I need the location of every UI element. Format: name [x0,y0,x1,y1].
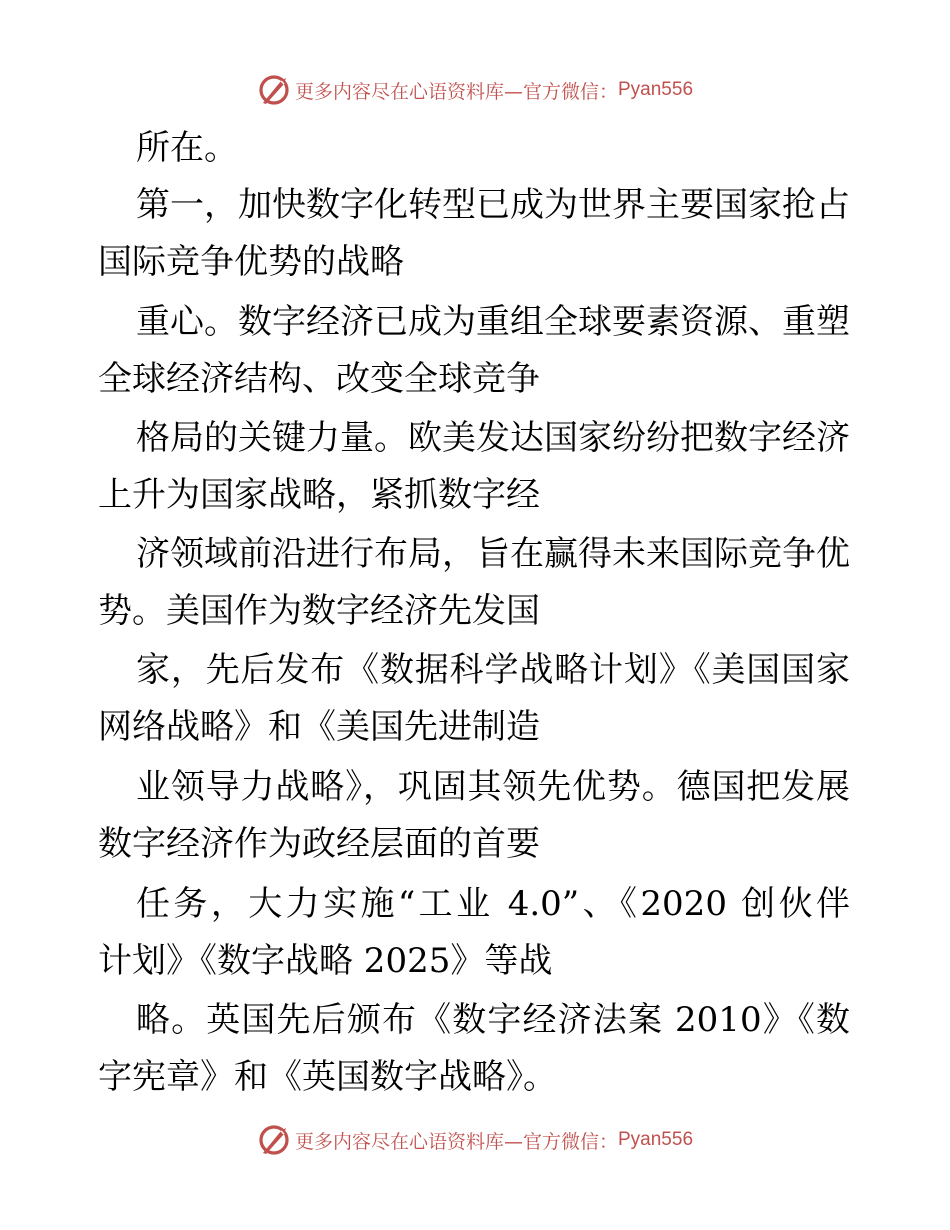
text-line: 计划》《数字战略 2025》等战 [98,941,553,981]
text-line: 重心。数字经济已成为重组全球要素资源、重塑 [136,302,850,342]
text-line: 家，先后发布《数据科学战略计划》《美国国家 [136,650,850,690]
banner-separator: —官方微信： [503,1130,618,1153]
text-line: 任务，大力实施“工业 4.0”、《2020 创伙伴 [136,884,850,924]
text-line: 格局的关键力量。欧美发达国家纷纷把数字经济 [136,418,850,458]
banner-account-id: Pyan556 [618,1129,694,1150]
footer-banner [0,1120,950,1160]
text-line: 数字经济作为政经层面的首要 [98,824,540,864]
text-line: 业领导力战略》，巩固其领先优势。德国把发展 [136,767,850,807]
text-line: 全球经济结构、改变全球竞争 [98,359,540,399]
text-line: 所在。 [136,128,238,168]
text-line: 第一，加快数字化转型已成为世界主要国家抢占 [136,185,850,225]
banner-site-name: 更多内容尽在心语资料库 [294,80,504,103]
banner-separator: —官方微信： [503,80,618,103]
header-banner [0,70,950,110]
banner-account-id: Pyan556 [618,79,694,100]
text-line: 济领域前沿进行布局，旨在赢得未来国际竞争优 [136,534,850,574]
text-line: 势。美国作为数字经济先发国 [98,591,540,631]
text-line: 国际竞争优势的战略 [98,242,404,282]
text-line: 略。英国先后颁布《数字经济法案 2010》《数 [136,1000,850,1040]
quill-pen-logo-icon [257,73,291,107]
quill-pen-logo-icon [257,1123,291,1157]
banner-site-name: 更多内容尽在心语资料库 [294,1130,504,1153]
text-line: 上升为国家战略，紧抓数字经 [98,475,540,515]
text-line: 网络战略》和《美国先进制造 [98,707,540,747]
text-line: 字宪章》和《英国数字战略》。 [98,1057,557,1097]
